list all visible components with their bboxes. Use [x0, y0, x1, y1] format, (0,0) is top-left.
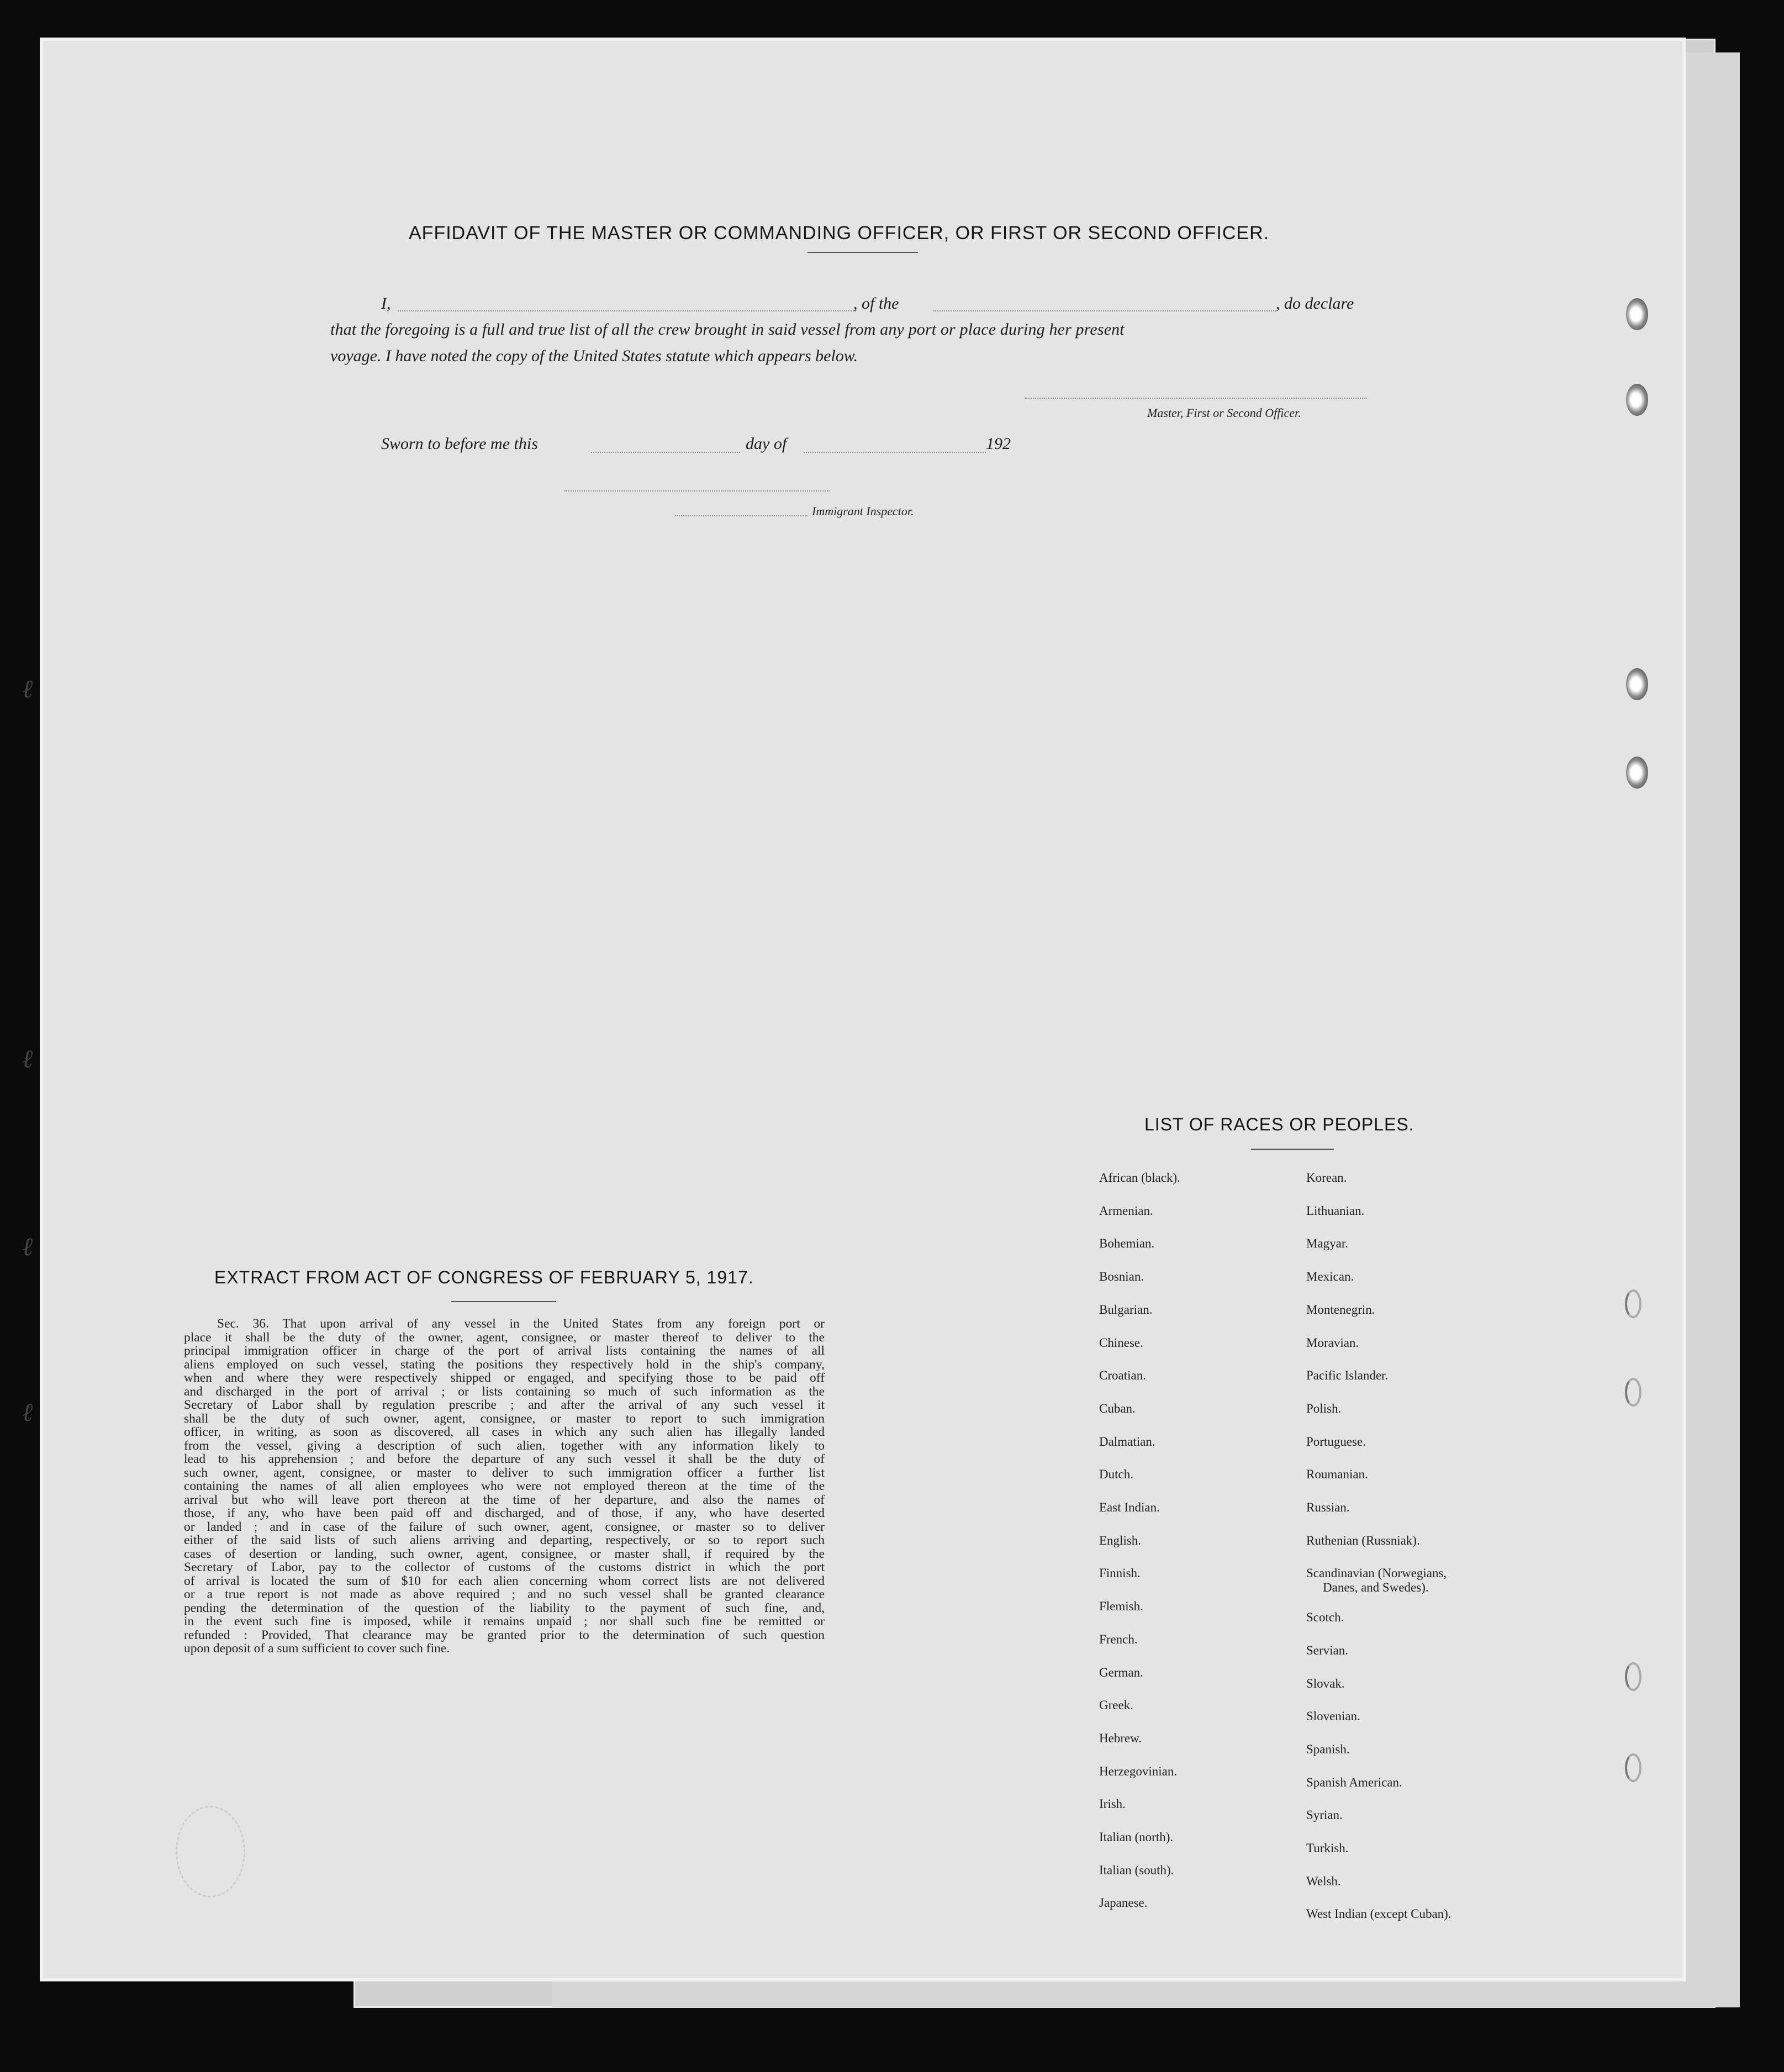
punch-hole-icon — [1626, 668, 1648, 700]
race-item: Welsh. — [1306, 1874, 1341, 1888]
margin-mark-icon: ℓ — [22, 1044, 33, 1074]
race-item: Cuban. — [1099, 1401, 1136, 1415]
race-item: Portuguese. — [1306, 1434, 1366, 1449]
affidavit-line-3: voyage. I have noted the copy of the United States statute which appears below. — [330, 347, 858, 365]
faded-stamp — [176, 1806, 245, 1897]
extract-line: either of the said lists of such aliens arriving and departing, respectively, or so to report such — [184, 1533, 825, 1547]
affidavit-i: I, — [381, 294, 391, 313]
race-item: Lithuanian. — [1306, 1203, 1365, 1218]
race-item: Dalmatian. — [1099, 1434, 1155, 1449]
binder-ring-icon — [1625, 1289, 1642, 1318]
extract-line: place it shall be the duty of the owner, agent, consignee, or master thereof to deliver to the — [184, 1330, 825, 1345]
race-item: Greek. — [1099, 1698, 1133, 1712]
extract-line: when and where they were respectively shipped or engaged, and specifying those to be paid off — [184, 1371, 825, 1385]
inspector-caption: Immigrant Inspector. — [812, 504, 914, 518]
extract-line: principal immigration officer in charge of the port of arrival lists containing the names of all — [184, 1344, 825, 1358]
race-item: Croatian. — [1099, 1368, 1146, 1383]
margin-mark-icon: ℓ — [22, 1397, 33, 1427]
extract-line: shall be the duty of such owner, agent, consignee, or master to report to such immigration — [184, 1411, 825, 1426]
extract-line: from the vessel, giving a description of such alien, together with any information likely to — [184, 1438, 825, 1453]
race-item: Magyar. — [1306, 1236, 1349, 1251]
signature-caption: Master, First or Second Officer. — [1147, 406, 1301, 420]
extract-line: or landed ; and in case of the failure of such owner, agent, consignee, or master so to deliver — [184, 1519, 825, 1534]
race-item: Syrian. — [1306, 1808, 1343, 1822]
race-item: Spanish. — [1306, 1742, 1350, 1756]
race-item: African (black). — [1099, 1171, 1180, 1185]
race-item: Slovenian. — [1306, 1709, 1360, 1724]
vessel-blank[interactable] — [933, 310, 1276, 311]
extract-line: arrival but who will leave port thereon at the time of her departure, and also the names of — [184, 1492, 825, 1507]
race-item: Turkish. — [1306, 1841, 1349, 1855]
race-item: Servian. — [1306, 1643, 1349, 1657]
extract-heading-rule — [451, 1301, 556, 1302]
extract-line: of arrival is located the sum of $10 for each alien concerning whom correct lists are not delivered — [184, 1573, 825, 1588]
race-item: Hebrew. — [1099, 1731, 1142, 1745]
extract-line: cases of desertion or landing, such owner, agent, consignee, or master shall, if required by the — [184, 1546, 825, 1561]
affidavit-heading: AFFIDAVIT OF THE MASTER OR COMMANDING OFFICER, OR FIRST OR SECOND OFFICER. — [409, 223, 1270, 244]
sworn-day-blank[interactable] — [591, 452, 740, 453]
inspector-blank[interactable] — [675, 515, 807, 516]
extract-line: lead to his apprehension ; and before the departure of any such vessel it shall be the duty of — [184, 1452, 825, 1466]
race-item: Pacific Islander. — [1306, 1368, 1389, 1383]
race-item: West Indian (except Cuban). — [1306, 1907, 1452, 1921]
race-item: Moravian. — [1306, 1335, 1359, 1350]
race-item: Flemish. — [1099, 1599, 1143, 1614]
affidavit-heading-rule — [807, 252, 918, 253]
race-item: Russian. — [1306, 1500, 1350, 1514]
punch-hole-icon — [1626, 298, 1648, 330]
sworn-text: Sworn to before me this — [381, 435, 538, 453]
extract-line: containing the names of all alien employees who were not employed thereon at the time of the — [184, 1479, 825, 1493]
extract-line: pending the determination of the question of the liability to the payment of such fine, and, — [184, 1600, 825, 1615]
affidavit-of-the: , of the — [853, 294, 899, 313]
extract-line: officer, in writing, as soon as discovered, all cases in which any such alien has illegally landed — [184, 1425, 825, 1439]
punch-hole-icon — [1626, 757, 1648, 789]
extract-line: Secretary of Labor shall by regulation prescribe ; and after the arrival of any such vessel it — [184, 1398, 825, 1412]
binder-ring-icon — [1625, 1378, 1642, 1407]
race-item: Italian (south). — [1099, 1863, 1174, 1877]
race-item: Spanish American. — [1306, 1775, 1402, 1789]
extract-line: such owner, agent, consignee, or master to deliver to such immigration officer a further list — [184, 1465, 825, 1480]
race-item: East Indian. — [1099, 1500, 1160, 1514]
sworn-year: 192 — [986, 435, 1011, 453]
punch-hole-icon — [1626, 384, 1648, 416]
race-item: Irish. — [1099, 1797, 1126, 1811]
race-item: French. — [1099, 1632, 1138, 1646]
race-item: Scandinavian (Norwegians, — [1306, 1566, 1447, 1581]
extract-line: aliens employed on such vessel, stating the positions they respectively hold in the ship's company, — [184, 1357, 825, 1372]
extract-line: Secretary of Labor, pay to the collector of customs of the customs district in which the port — [184, 1560, 825, 1574]
race-item: Montenegrin. — [1306, 1302, 1375, 1317]
extract-heading: EXTRACT FROM ACT OF CONGRESS OF FEBRUARY 5, 1917. — [214, 1267, 754, 1287]
margin-mark-icon: ℓ — [22, 1231, 33, 1261]
race-item: Italian (north). — [1099, 1830, 1174, 1844]
signature-blank[interactable] — [1025, 398, 1367, 399]
race-item: German. — [1099, 1665, 1143, 1679]
extract-line: those, if any, who have been paid off and discharged, and of those, if any, who have deserted — [184, 1506, 825, 1520]
sworn-month-blank[interactable] — [804, 452, 986, 453]
race-item: Finnish. — [1099, 1566, 1141, 1581]
races-heading: LIST OF RACES OR PEOPLES. — [1144, 1114, 1414, 1134]
name-blank[interactable] — [398, 310, 856, 311]
race-item: Polish. — [1306, 1401, 1342, 1415]
extract-line: or a true report is not made as above required ; and no such vessel shall be granted clearance — [184, 1587, 825, 1601]
extract-line: refunded : Provided, That clearance may be granted prior to the determination of such question — [184, 1627, 825, 1642]
race-item: English. — [1099, 1533, 1142, 1547]
extract-body — [184, 1317, 825, 1656]
race-item: Bosnian. — [1099, 1270, 1144, 1284]
race-item: Slovak. — [1306, 1676, 1345, 1690]
race-item: Danes, and Swedes). — [1323, 1581, 1429, 1595]
race-item: Bulgarian. — [1099, 1302, 1153, 1317]
race-item: Dutch. — [1099, 1467, 1133, 1482]
inspector-blank-top[interactable] — [564, 490, 830, 491]
race-item: Chinese. — [1099, 1335, 1143, 1350]
race-item: Armenian. — [1099, 1203, 1153, 1218]
race-item: Japanese. — [1099, 1896, 1148, 1910]
margin-mark-icon: ℓ — [22, 674, 33, 704]
affidavit-declare: , do declare — [1276, 294, 1354, 313]
extract-line: upon deposit of a sum sufficient to cover such fine. — [184, 1641, 450, 1656]
extract-line: and discharged in the port of arrival ; or lists containing so much of such information as the — [184, 1384, 825, 1399]
binder-ring-icon — [1625, 1753, 1642, 1782]
race-item: Korean. — [1306, 1171, 1347, 1185]
race-item: Roumanian. — [1306, 1467, 1368, 1482]
race-item: Ruthenian (Russniak). — [1306, 1533, 1420, 1547]
races-heading-rule — [1251, 1149, 1334, 1150]
race-item: Bohemian. — [1099, 1236, 1155, 1251]
race-item: Herzegovinian. — [1099, 1764, 1178, 1778]
affidavit-line-2: that the foregoing is a full and true list of all the crew brought in said vessel from any port or place during her present — [330, 320, 1125, 339]
extract-line: Sec. 36. That upon arrival of any vessel in the United States from any foreign port or — [217, 1317, 825, 1331]
extract-line: in the event such fine is imposed, while it remains unpaid ; nor shall such fine be remitted or — [184, 1614, 825, 1629]
race-item: Scotch. — [1306, 1610, 1344, 1625]
binder-ring-icon — [1625, 1662, 1642, 1691]
race-item: Mexican. — [1306, 1270, 1354, 1284]
sworn-day-of: day of — [746, 435, 787, 453]
